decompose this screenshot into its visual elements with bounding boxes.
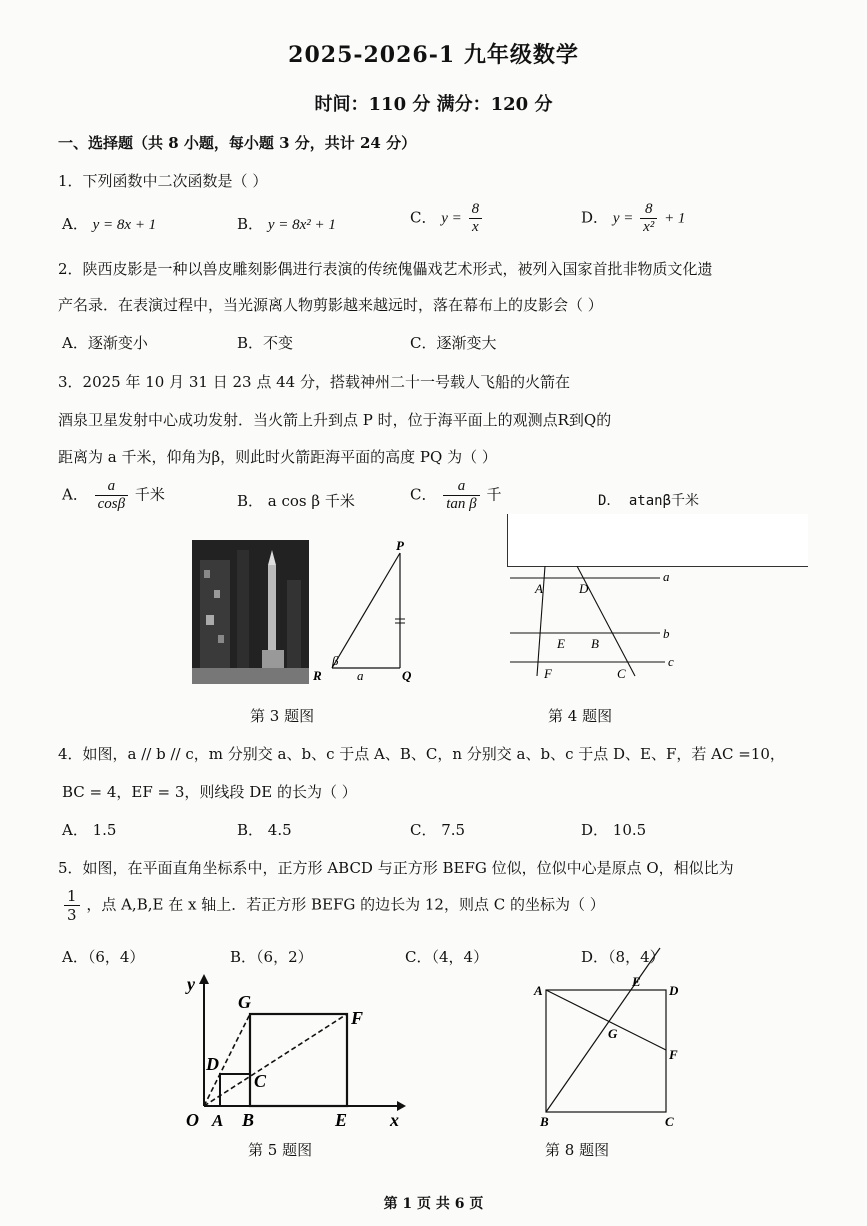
q1-option-b bbox=[237, 213, 336, 234]
ratio-fraction bbox=[64, 887, 80, 924]
q2-option-c: C．逐渐变大 bbox=[410, 334, 497, 352]
page-title: 2025-2026-1 九年级数学 bbox=[288, 42, 579, 68]
label-D: D bbox=[669, 983, 679, 998]
question-4-line-1: 4．如图，a // b // c，m 分别交 a、b、c 于点 A、B、C，n 分别交 a、b、c 于点 D、E、F，若 AC =10， bbox=[58, 745, 785, 763]
label-O: O bbox=[186, 1110, 199, 1130]
option-lhs: y = bbox=[441, 210, 462, 227]
denominator: 3 bbox=[67, 906, 77, 924]
label-F: F bbox=[351, 1008, 364, 1028]
question-3-line-2: 酒泉卫星发射中心成功发射．当火箭上升到点 P 时，位于海平面上的观测点R到Q的 bbox=[58, 411, 612, 429]
numerator: 8 bbox=[640, 201, 657, 219]
denominator: cosβ bbox=[97, 496, 126, 512]
label-E: E bbox=[557, 636, 565, 651]
label-a: a bbox=[357, 668, 364, 683]
figure-3-caption: 第 3 题图 bbox=[250, 707, 315, 725]
rocket-photo bbox=[192, 540, 309, 684]
fraction bbox=[95, 478, 128, 513]
option-label: D． bbox=[581, 208, 609, 227]
label-F: F bbox=[669, 1047, 678, 1062]
option-expr: y = 8x + 1 bbox=[92, 217, 157, 233]
option-label: A． bbox=[62, 215, 88, 233]
label-E: E bbox=[632, 974, 641, 989]
label-F: F bbox=[544, 666, 552, 681]
triangle-figure bbox=[310, 535, 430, 685]
option-tail: + 1 bbox=[664, 210, 686, 227]
label-D: D bbox=[579, 581, 589, 596]
label-E: E bbox=[335, 1110, 348, 1130]
denominator: x² bbox=[643, 219, 655, 235]
fraction bbox=[469, 201, 483, 236]
label-P: P bbox=[396, 538, 404, 553]
label-D: D bbox=[206, 1054, 219, 1074]
label-line-c: c bbox=[668, 654, 674, 669]
question-4-line-2: BC = 4，EF = 3，则线段 DE 的长为（ ） bbox=[62, 783, 357, 801]
square-figure bbox=[528, 944, 698, 1129]
label-C: C bbox=[617, 666, 626, 681]
label-B: B bbox=[591, 636, 599, 651]
question-2-line-1: 2．陕西皮影是一种以兽皮雕刻影偶进行表演的传统傀儡戏艺术形式，被列入国家首批非物质文化遗 bbox=[58, 260, 713, 278]
q4-option-d: D． 10.5 bbox=[581, 821, 647, 839]
label-G: G bbox=[608, 1026, 618, 1041]
label-C: C bbox=[254, 1071, 267, 1091]
denominator: x bbox=[471, 219, 479, 235]
label-A: A bbox=[212, 1111, 224, 1130]
label-A: A bbox=[535, 581, 543, 596]
page-footer: 第 1 页 共 6 页 bbox=[383, 1196, 484, 1212]
label-R: R bbox=[313, 668, 322, 683]
q5-option-d: D．（8，4） bbox=[581, 948, 665, 966]
label-C: C bbox=[665, 1114, 674, 1129]
label-Q: Q bbox=[402, 668, 412, 683]
figure-5-caption: 第 5 题图 bbox=[248, 1141, 313, 1159]
numerator: a bbox=[95, 478, 128, 496]
label-y: y bbox=[187, 974, 195, 994]
label-line-b: b bbox=[663, 626, 670, 641]
option-label: C． bbox=[410, 208, 437, 227]
numerator: a bbox=[443, 478, 479, 496]
q5-option-b: B．（6，2） bbox=[230, 948, 313, 966]
section-heading: 一、选择题（共 8 小题，每小题 3 分，共计 24 分） bbox=[58, 134, 417, 152]
q1-option-a bbox=[62, 213, 156, 234]
option-lhs: y = bbox=[612, 210, 634, 227]
question-2-line-2: 产名录．在表演过程中，当光源离人物剪影越来越远时，落在幕布上的皮影会（ ） bbox=[58, 296, 603, 314]
label-line-a: a bbox=[663, 569, 670, 584]
q3-option-d: D． atanβ千米 bbox=[598, 493, 700, 509]
option-label: A． bbox=[62, 485, 88, 504]
question-5-line-2-wrap bbox=[62, 887, 605, 924]
q3-option-a bbox=[62, 478, 165, 513]
label-B: B bbox=[540, 1114, 549, 1129]
q2-option-a: A．逐渐变小 bbox=[62, 334, 148, 352]
question-1-stem: 1．下列函数中二次函数是（ ） bbox=[58, 172, 268, 190]
paste-patch bbox=[507, 514, 808, 567]
coordinate-squares-figure bbox=[182, 972, 412, 1132]
q4-option-b: B． 4.5 bbox=[237, 821, 292, 839]
figure-4-caption: 第 4 题图 bbox=[548, 707, 613, 725]
unit: 千米 bbox=[134, 485, 165, 504]
numerator: 8 bbox=[469, 201, 483, 219]
label-A: A bbox=[534, 983, 543, 998]
question-5-line-1: 5．如图，在平面直角坐标系中，正方形 ABCD 与正方形 BEFG 位似，位似中心是原点 O，相似比为 bbox=[58, 859, 734, 877]
q4-option-a: A． 1.5 bbox=[62, 821, 117, 839]
q2-option-b: B．不变 bbox=[237, 334, 294, 352]
label-G: G bbox=[238, 992, 251, 1012]
figure-8-caption: 第 8 题图 bbox=[545, 1141, 610, 1159]
label-x: x bbox=[390, 1110, 399, 1130]
label-B: B bbox=[242, 1110, 255, 1130]
fraction bbox=[443, 478, 479, 513]
question-5-line-2: ，点 A,B,E 在 x 轴上．若正方形 BEFG 的边长为 12，则点 C 的坐标为（ ） bbox=[86, 895, 605, 914]
rocket-image bbox=[192, 540, 309, 684]
q1-option-c bbox=[410, 201, 484, 236]
option-expr: y = 8x² + 1 bbox=[267, 217, 336, 233]
option-label: C． bbox=[410, 485, 437, 504]
q3-option-b: B． a cos β 千米 bbox=[237, 492, 355, 510]
fraction bbox=[640, 201, 657, 236]
q5-option-a: A．（6，4） bbox=[62, 948, 145, 966]
label-beta: β bbox=[332, 653, 339, 668]
q5-option-c: C．（4，4） bbox=[405, 948, 489, 966]
q4-option-c: C． 7.5 bbox=[410, 821, 466, 839]
question-3-line-3: 距离为 a 千米，仰角为β，则此时火箭距海平面的高度 PQ 为（ ） bbox=[58, 448, 497, 466]
numerator: 1 bbox=[64, 887, 80, 906]
parallel-lines-figure bbox=[505, 566, 685, 684]
q1-option-d bbox=[581, 201, 685, 236]
unit: 千 bbox=[486, 485, 502, 504]
q3-option-c bbox=[410, 478, 501, 513]
question-3-line-1: 3．2025 年 10 月 31 日 23 点 44 分，搭载神州二十一号载人飞船的火箭在 bbox=[58, 373, 570, 391]
exam-info: 时间：110 分 满分：120 分 bbox=[314, 94, 553, 115]
denominator: tan β bbox=[446, 496, 477, 512]
option-label: B． bbox=[237, 215, 264, 233]
